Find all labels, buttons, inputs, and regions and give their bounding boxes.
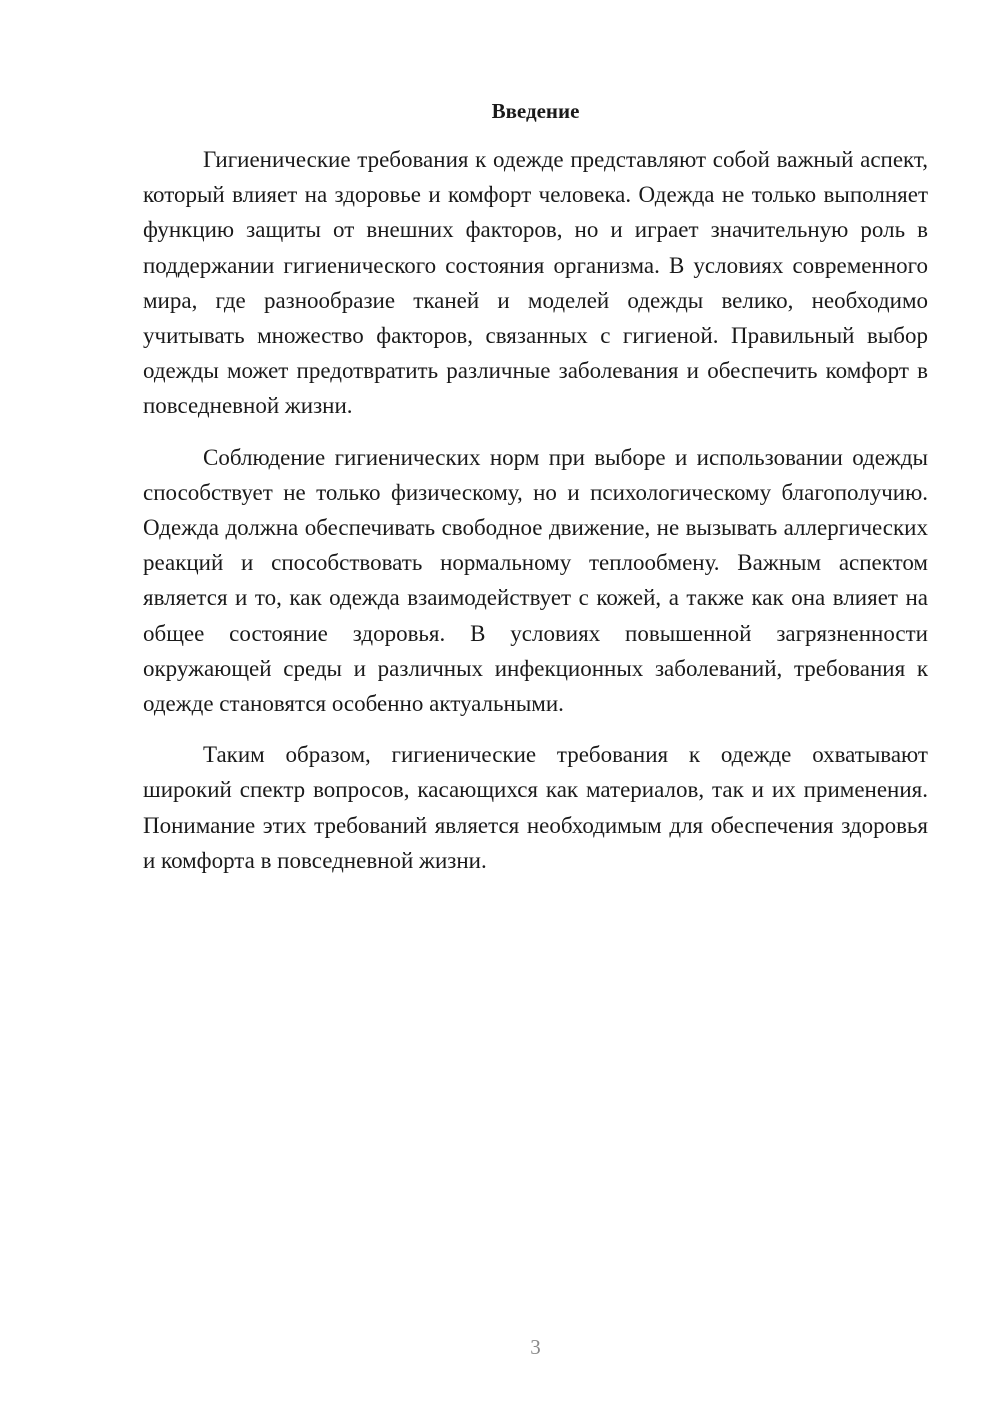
section-heading: Введение — [491, 99, 580, 123]
page-number: 3 — [530, 1335, 541, 1359]
body-text — [143, 142, 928, 894]
paragraph-3: Таким образом, гигиенические требования к одежде охватывают широкий спектр вопросов, касающихся как материалов, так и их применения. Понимание этих требований является необходимым для обеспечения здоровья и комфорта в повседневной жизни. — [143, 742, 928, 873]
paragraph-1: Гигиенические требования к одежде представляют собой важный аспект, который влияет на здоровье и комфорт человека. Одежда не только выполняет функцию защиты от внешних факторов, но и играет значительную роль в поддержании гигиенического состояния организма. В условиях современного мира, где разнообразие тканей и моделей одежды велико, необходимо учитывать множество факторов, связанных с гигиеной. Правильный выбор одежды может предотвратить различные заболевания и обеспечить комфорт в повседневной жизни. — [143, 147, 928, 419]
paragraph-2: Соблюдение гигиенических норм при выборе и использовании одежды способствует не только физическому, но и психологическому благополучию. Одежда должна обеспечивать свободное движение, не вызывать аллергических реакций и способствовать нормальному теплообмену. Важным аспектом является и то, как одежда взаимодействует с кожей, а также как она влияет на общее состояние здоровья. В условиях повышенной загрязненности окружающей среды и различных инфекционных заболеваний, требования к одежде становятся особенно актуальными. — [143, 444, 928, 717]
